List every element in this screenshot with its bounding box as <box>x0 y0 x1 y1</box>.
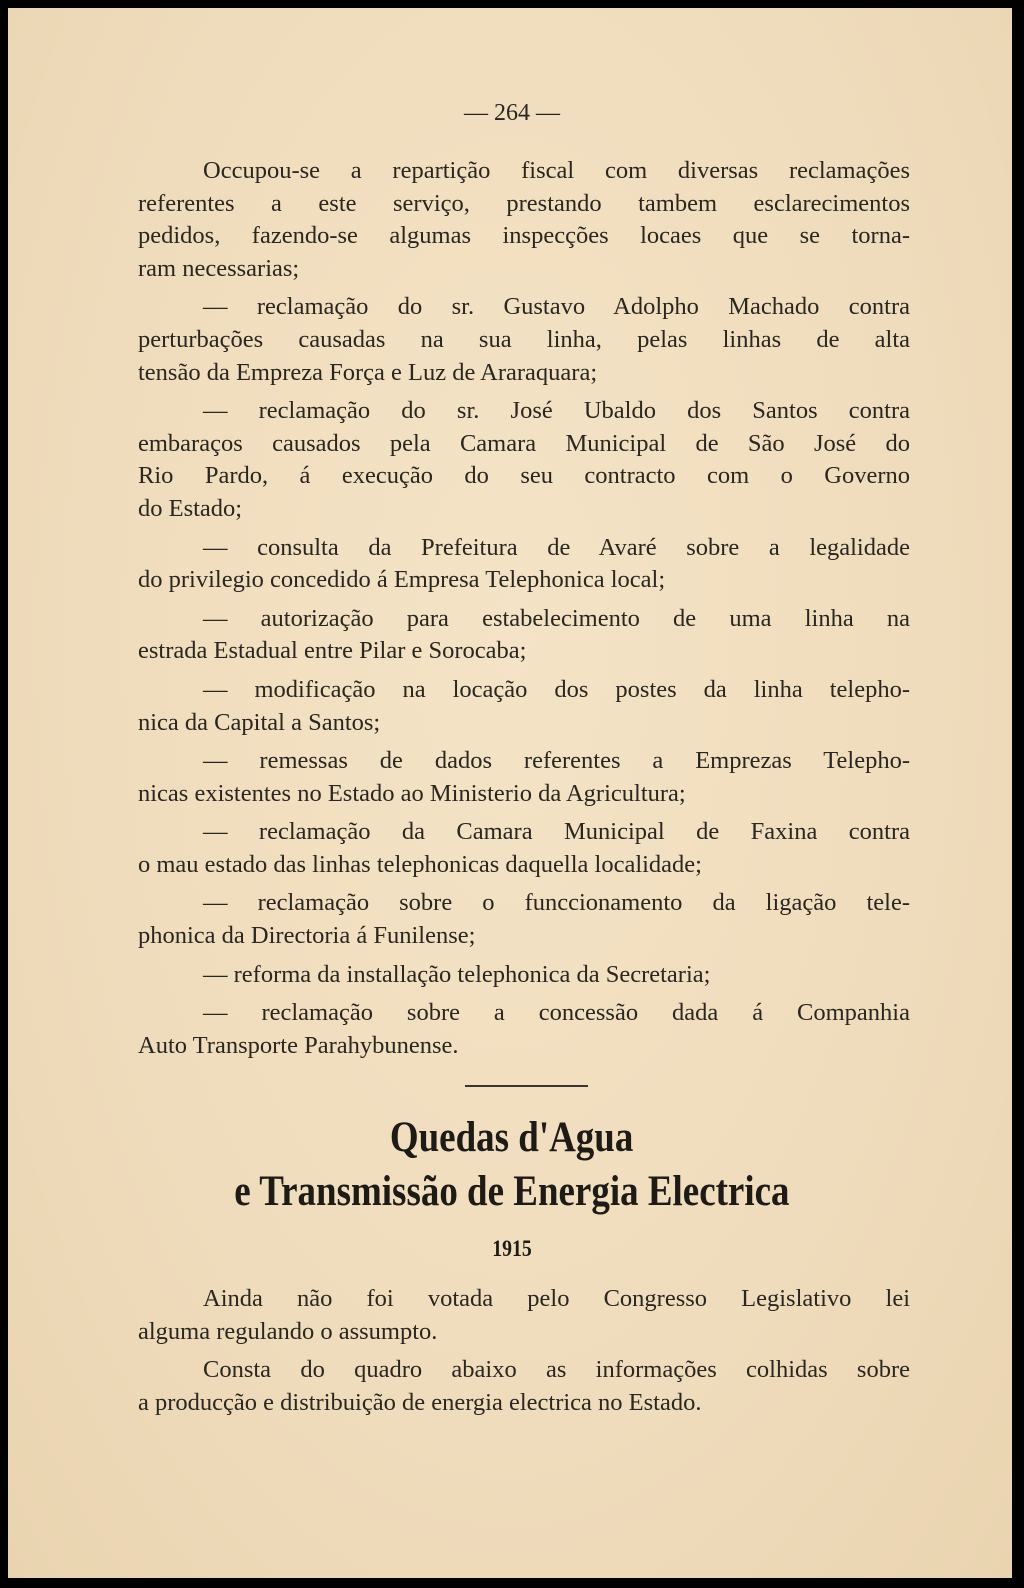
text-line: do Estado; <box>138 494 243 522</box>
paragraph <box>138 395 910 525</box>
text-line: alguma regulando o assumpto. <box>138 1317 438 1345</box>
text-line: — reclamação da Camara Municipal de Faxina contra <box>203 818 910 846</box>
year-label: 1915 <box>492 1236 532 1261</box>
text-line: phonica da Directoria á Funilense; <box>138 922 476 950</box>
paragraph <box>138 291 910 389</box>
paragraph <box>138 959 910 992</box>
section-body-text <box>138 1283 910 1425</box>
text-line: a producção e distribuição de energia electrica no Estado. <box>138 1388 702 1416</box>
text-line: perturbações causadas na sua linha, pelas linhas de alta <box>138 325 910 353</box>
body-text <box>138 155 910 1068</box>
section-divider <box>465 1085 588 1087</box>
text-line: — autorização para estabelecimento de uma linha na <box>203 604 910 632</box>
text-line: nica da Capital a Santos; <box>138 708 381 736</box>
paragraph <box>138 674 910 739</box>
text-line: — remessas de dados referentes a Emprezas Telepho- <box>203 747 910 775</box>
paragraph <box>138 816 910 881</box>
text-line: estrada Estadual entre Pilar e Sorocaba; <box>138 637 527 665</box>
text-line: ram necessarias; <box>138 254 300 282</box>
text-line: — reclamação do sr. José Ubaldo dos Santos contra <box>203 397 910 425</box>
text-line: — reclamação sobre o funccionamento da ligação tele- <box>203 889 910 917</box>
section-title <box>0 1167 1024 1216</box>
section-title-line2: e Transmissão de Energia Electrica <box>234 1168 790 1215</box>
text-line: Consta do quadro abaixo as informações colhidas sobre <box>203 1356 910 1384</box>
text-line: Ainda não foi votada pelo Congresso Legislativo lei <box>203 1285 910 1312</box>
text-line: do privilegio concedido á Empresa Telephonica local; <box>138 566 666 594</box>
paragraph <box>138 603 910 668</box>
text-line: — reclamação do sr. Gustavo Adolpho Machado contra <box>203 293 910 321</box>
text-line: pedidos, fazendo-se algumas inspecções locaes que se torna- <box>138 222 910 250</box>
text-line: — reforma da installação telephonica da Secretaria; <box>203 960 711 988</box>
section-title-line1: Quedas d'Agua <box>390 1114 634 1161</box>
text-line: tensão da Empreza Força e Luz de Araraquara; <box>138 358 598 386</box>
text-line: Auto Transporte Parahybunense. <box>138 1031 459 1059</box>
paragraph <box>138 887 910 952</box>
text-line: embaraços causados pela Camara Municipal de São José do <box>138 429 910 457</box>
text-line: — reclamação sobre a concessão dada á Companhia <box>203 999 910 1027</box>
section-year <box>0 1236 1024 1262</box>
text-line: nicas existentes no Estado ao Ministerio da Agricultura; <box>138 779 686 807</box>
paragraph <box>138 997 910 1062</box>
text-line: o mau estado das linhas telephonicas daquella localidade; <box>138 850 702 878</box>
text-line: Rio Pardo, á execução do seu contracto com o Governo <box>138 462 910 490</box>
paragraph <box>138 1354 910 1419</box>
text-line: referentes a este serviço, prestando tambem esclarecimentos <box>138 189 910 217</box>
text-line: — modificação na locação dos postes da linha telepho- <box>203 675 910 703</box>
paragraph <box>138 1283 910 1348</box>
paragraph <box>138 532 910 597</box>
paragraph <box>138 155 910 285</box>
page-number: — 264 — <box>464 100 560 126</box>
paragraph <box>138 745 910 810</box>
section-title <box>0 1113 1024 1162</box>
text-line: — consulta da Prefeitura de Avaré sobre a legalidade <box>203 533 910 561</box>
text-line: Occupou-se a repartição fiscal com diversas reclamações <box>203 157 910 184</box>
